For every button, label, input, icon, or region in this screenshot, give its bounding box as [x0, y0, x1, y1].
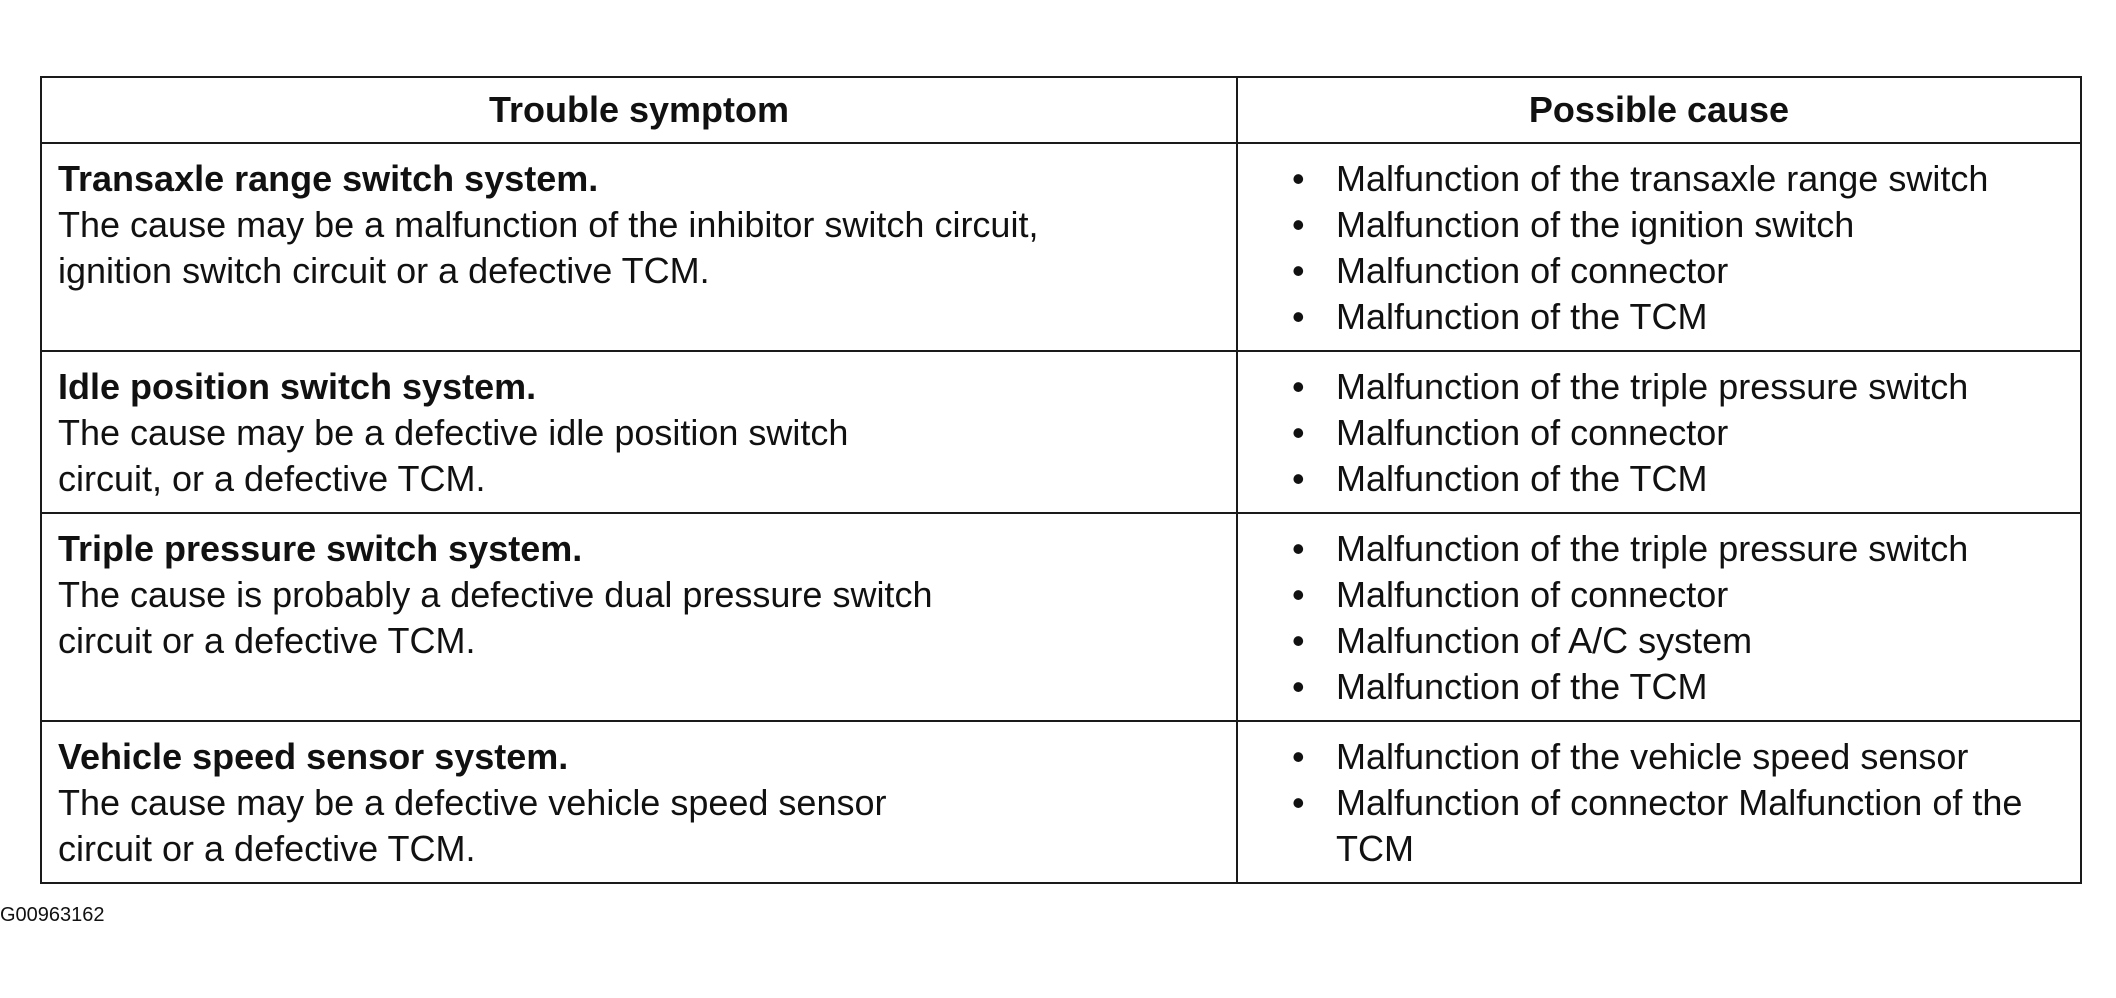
symptom-description: circuit or a defective TCM. [58, 620, 476, 661]
cause-list [1292, 734, 2070, 872]
cause-cell [1237, 721, 2081, 883]
symptom-description: The cause is probably a defective dual pressure switch [58, 574, 933, 615]
cause-item: • Malfunction of the TCM [1292, 664, 2070, 710]
header-possible-cause: Possible cause [1237, 77, 2081, 143]
trouble-table [40, 76, 2082, 884]
cause-item: • Malfunction of the TCM [1292, 294, 2070, 340]
cause-list [1292, 364, 2070, 502]
symptom-title: Vehicle speed sensor system. [58, 736, 569, 777]
cause-list [1292, 156, 2070, 340]
cause-item: • Malfunction of the TCM [1292, 456, 2070, 502]
symptom-cell [41, 721, 1237, 883]
symptom-description: circuit, or a defective TCM. [58, 458, 486, 499]
table-row [41, 513, 2081, 721]
symptom-description: The cause may be a defective vehicle speed sensor [58, 782, 887, 823]
cause-item: • Malfunction of the ignition switch [1292, 202, 2070, 248]
table-row [41, 143, 2081, 351]
cause-item: • Malfunction of the triple pressure switch [1292, 364, 2070, 410]
cause-item: • Malfunction of connector [1292, 572, 2070, 618]
figure-code: G00963162 [0, 904, 105, 926]
symptom-description: The cause may be a malfunction of the inhibitor switch circuit, [58, 204, 1039, 245]
symptom-cell [41, 513, 1237, 721]
cause-item: • Malfunction of A/C system [1292, 618, 2070, 664]
symptom-description: The cause may be a defective idle position switch [58, 412, 849, 453]
table-row [41, 351, 2081, 513]
table-row [41, 721, 2081, 883]
cause-cell [1237, 513, 2081, 721]
cause-item: • Malfunction of connector [1292, 410, 2070, 456]
cause-cell [1237, 351, 2081, 513]
cause-item: • Malfunction of the vehicle speed sensor [1292, 734, 2070, 780]
header-trouble-symptom: Trouble symptom [41, 77, 1237, 143]
table-header-row [41, 77, 2081, 143]
cause-item: • Malfunction of the transaxle range switch [1292, 156, 2070, 202]
symptom-description: ignition switch circuit or a defective TCM. [58, 250, 710, 291]
cause-cell [1237, 143, 2081, 351]
symptom-cell [41, 351, 1237, 513]
symptom-description: circuit or a defective TCM. [58, 828, 476, 869]
cause-list [1292, 526, 2070, 710]
symptom-title: Idle position switch system. [58, 366, 537, 407]
cause-item: • Malfunction of connector Malfunction of the TCM [1292, 780, 2070, 872]
symptom-cell [41, 143, 1237, 351]
trouble-table-container [40, 76, 2080, 884]
symptom-title: Triple pressure switch system. [58, 528, 583, 569]
cause-item: • Malfunction of the triple pressure switch [1292, 526, 2070, 572]
cause-item: • Malfunction of connector [1292, 248, 2070, 294]
symptom-title: Transaxle range switch system. [58, 158, 599, 199]
